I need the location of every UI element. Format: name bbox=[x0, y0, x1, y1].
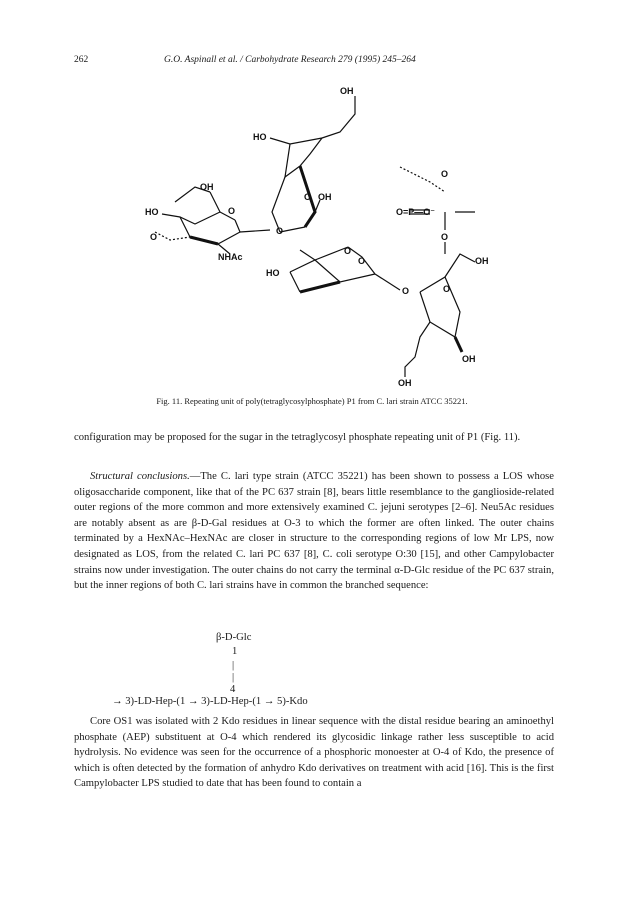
structure-figure bbox=[100, 82, 520, 392]
section-head: Structural conclusions. bbox=[90, 471, 190, 482]
label-o-left: O bbox=[150, 232, 158, 242]
label-o-phos-top: O bbox=[441, 169, 449, 179]
branch-linkage-1: 1 bbox=[232, 646, 238, 657]
page-number: 262 bbox=[74, 55, 89, 65]
label-ho-mid: HO bbox=[266, 268, 280, 278]
branch-bar: | bbox=[232, 660, 235, 671]
label-ho-top: HO bbox=[253, 132, 267, 142]
running-head: G.O. Aspinall et al. / Carbohydrate Research 279 (1995) 245–264 bbox=[164, 55, 416, 65]
label-ring-o-right: O bbox=[443, 284, 451, 294]
label-oh-bottom: OH bbox=[398, 378, 412, 388]
paragraph-1: configuration may be proposed for the sugar in the tetraglycosyl phosphate repeating unit of P1 (Fig. 11). bbox=[74, 432, 521, 443]
label-ring-o-mid: O bbox=[358, 256, 366, 266]
label-o-phos-bottom: O bbox=[441, 232, 449, 242]
label-o-link1: O bbox=[276, 226, 284, 236]
label-o-link3: O bbox=[402, 286, 410, 296]
label-ring-o-left: O bbox=[228, 206, 236, 216]
label-oh-left: OH bbox=[200, 182, 214, 192]
paragraph-2 bbox=[74, 469, 554, 594]
bond bbox=[322, 96, 355, 138]
label-phosphate: O=P—O⁻ bbox=[396, 207, 436, 217]
label-o-link2: O bbox=[344, 246, 352, 256]
paragraph-2-text: —The C. lari type strain (ATCC 35221) has been shown to possess a LOS whose oligosaccharide component, like that of the PC 637 strain [8], bears little resemblance to the ganglioside-related outer regions of the more common and more extensively examined C. jejuni serotypes [2–6]. Neu5Ac residues are notably absent as are β-D-Gal residues at O-3 to which the former are often linked. The outer chains terminated by a HexNAc–HexNAc are closer in structure to the corresponding regions of low Mr LPS, now designated as LOS, from the related C. lari PC 637 [8], C. coli serotype O:30 [15], and other Campylobacter strains now under investigation. The outer chains do not carry the terminal α-D-Glc residue of the PC 637 strain, but the inner regions of both C. lari strains have in common the branched sequence: bbox=[74, 471, 554, 592]
paragraph-3: Core OS1 was isolated with 2 Kdo residues in linear sequence with the distal residue bearing an aminoethyl phosphate (AEP) substituent at O-4 which rendered its glycosidic linkage rather less susceptible to acid hydrolysis. No evidence was seen for the occurrence of a phosphoric monoester at O-4 of Kdo, the presence of which is often detected by the formation of anhydro Kdo derivatives on treatment with acid [16]. This is the first Campylobacter LPS studied to date that has been found to contain a bbox=[74, 716, 554, 790]
label-oh-right: OH bbox=[475, 256, 489, 266]
label-oh-mid: OH bbox=[318, 192, 332, 202]
branch-bar-2: | bbox=[232, 672, 235, 683]
label-oh-top: OH bbox=[340, 86, 354, 96]
label-nhac: NHAc bbox=[218, 252, 243, 262]
label-ho-left: HO bbox=[145, 207, 159, 217]
label-oh-right-low: OH bbox=[462, 354, 476, 364]
main-chain: → 3)-LD-Hep-(1 → 3)-LD-Hep-(1 → 5)-Kdo bbox=[112, 696, 308, 707]
branch-residue: β-D-Glc bbox=[216, 632, 252, 643]
label-ring-o-top: O bbox=[304, 192, 312, 202]
branch-position: 4 bbox=[230, 684, 236, 695]
figure-caption: Fig. 11. Repeating unit of poly(tetraglycosylphosphate) P1 from C. lari strain ATCC 35221. bbox=[156, 396, 468, 406]
page-header bbox=[74, 55, 554, 69]
branched-sequence bbox=[74, 632, 554, 712]
chemical-structure bbox=[100, 82, 520, 392]
